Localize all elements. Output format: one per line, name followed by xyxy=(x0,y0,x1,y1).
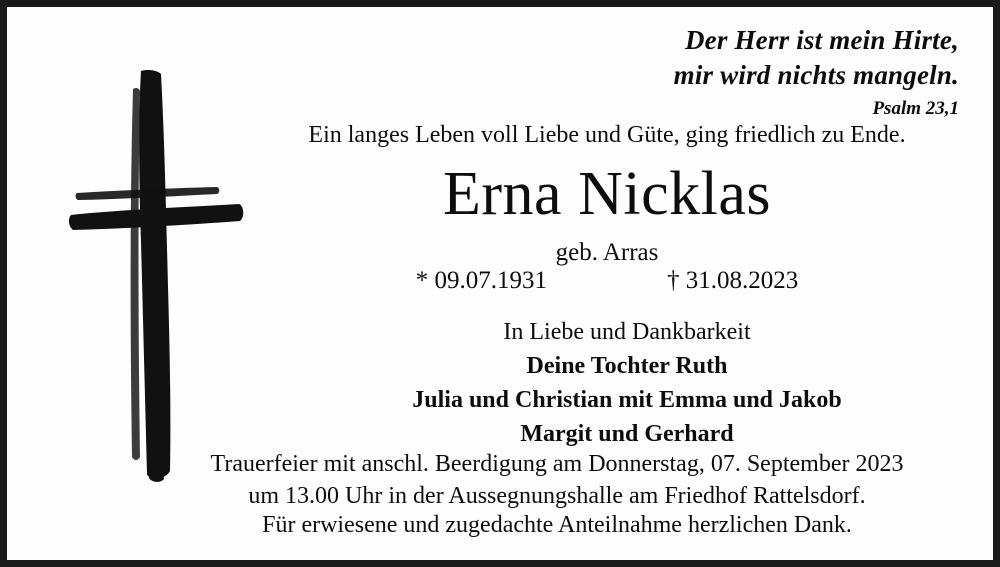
cross-icon xyxy=(67,67,257,487)
maiden-name: geb. Arras xyxy=(555,239,659,266)
family-member: Deine Tochter Ruth xyxy=(526,353,728,380)
family-block xyxy=(307,315,947,451)
obituary-inner xyxy=(7,7,993,560)
scripture-line-1: Der Herr ist mein Hirte, xyxy=(684,25,959,55)
service-details xyxy=(157,449,957,512)
scripture-line-2: mir wird nichts mangeln. xyxy=(673,59,959,90)
service-line: um 13.00 Uhr in der Aussegnungshalle am Friedhof Rattelsdorf. xyxy=(248,482,866,509)
service-line: Trauerfeier mit anschl. Beerdigung am Donnerstag, 07. September 2023 xyxy=(210,451,904,477)
scripture-block xyxy=(674,23,959,121)
family-member: Margit und Gerhard xyxy=(520,421,734,448)
family-member: Julia und Christian mit Emma und Jakob xyxy=(412,387,842,414)
family-intro: In Liebe und Dankbarkeit xyxy=(503,319,751,345)
lead-text: Ein langes Leben voll Liebe und Güte, ging friedlich zu Ende. xyxy=(308,122,906,148)
death-date: † 31.08.2023 xyxy=(667,267,799,294)
scripture-reference: Psalm 23,1 xyxy=(872,98,959,120)
deceased-name: Erna Nicklas xyxy=(443,160,771,228)
thanks-text: Für erwiesene und zugedachte Anteilnahme herzlichen Dank. xyxy=(262,512,852,538)
birth-date: * 09.07.1931 xyxy=(415,267,547,294)
life-dates xyxy=(297,267,917,295)
